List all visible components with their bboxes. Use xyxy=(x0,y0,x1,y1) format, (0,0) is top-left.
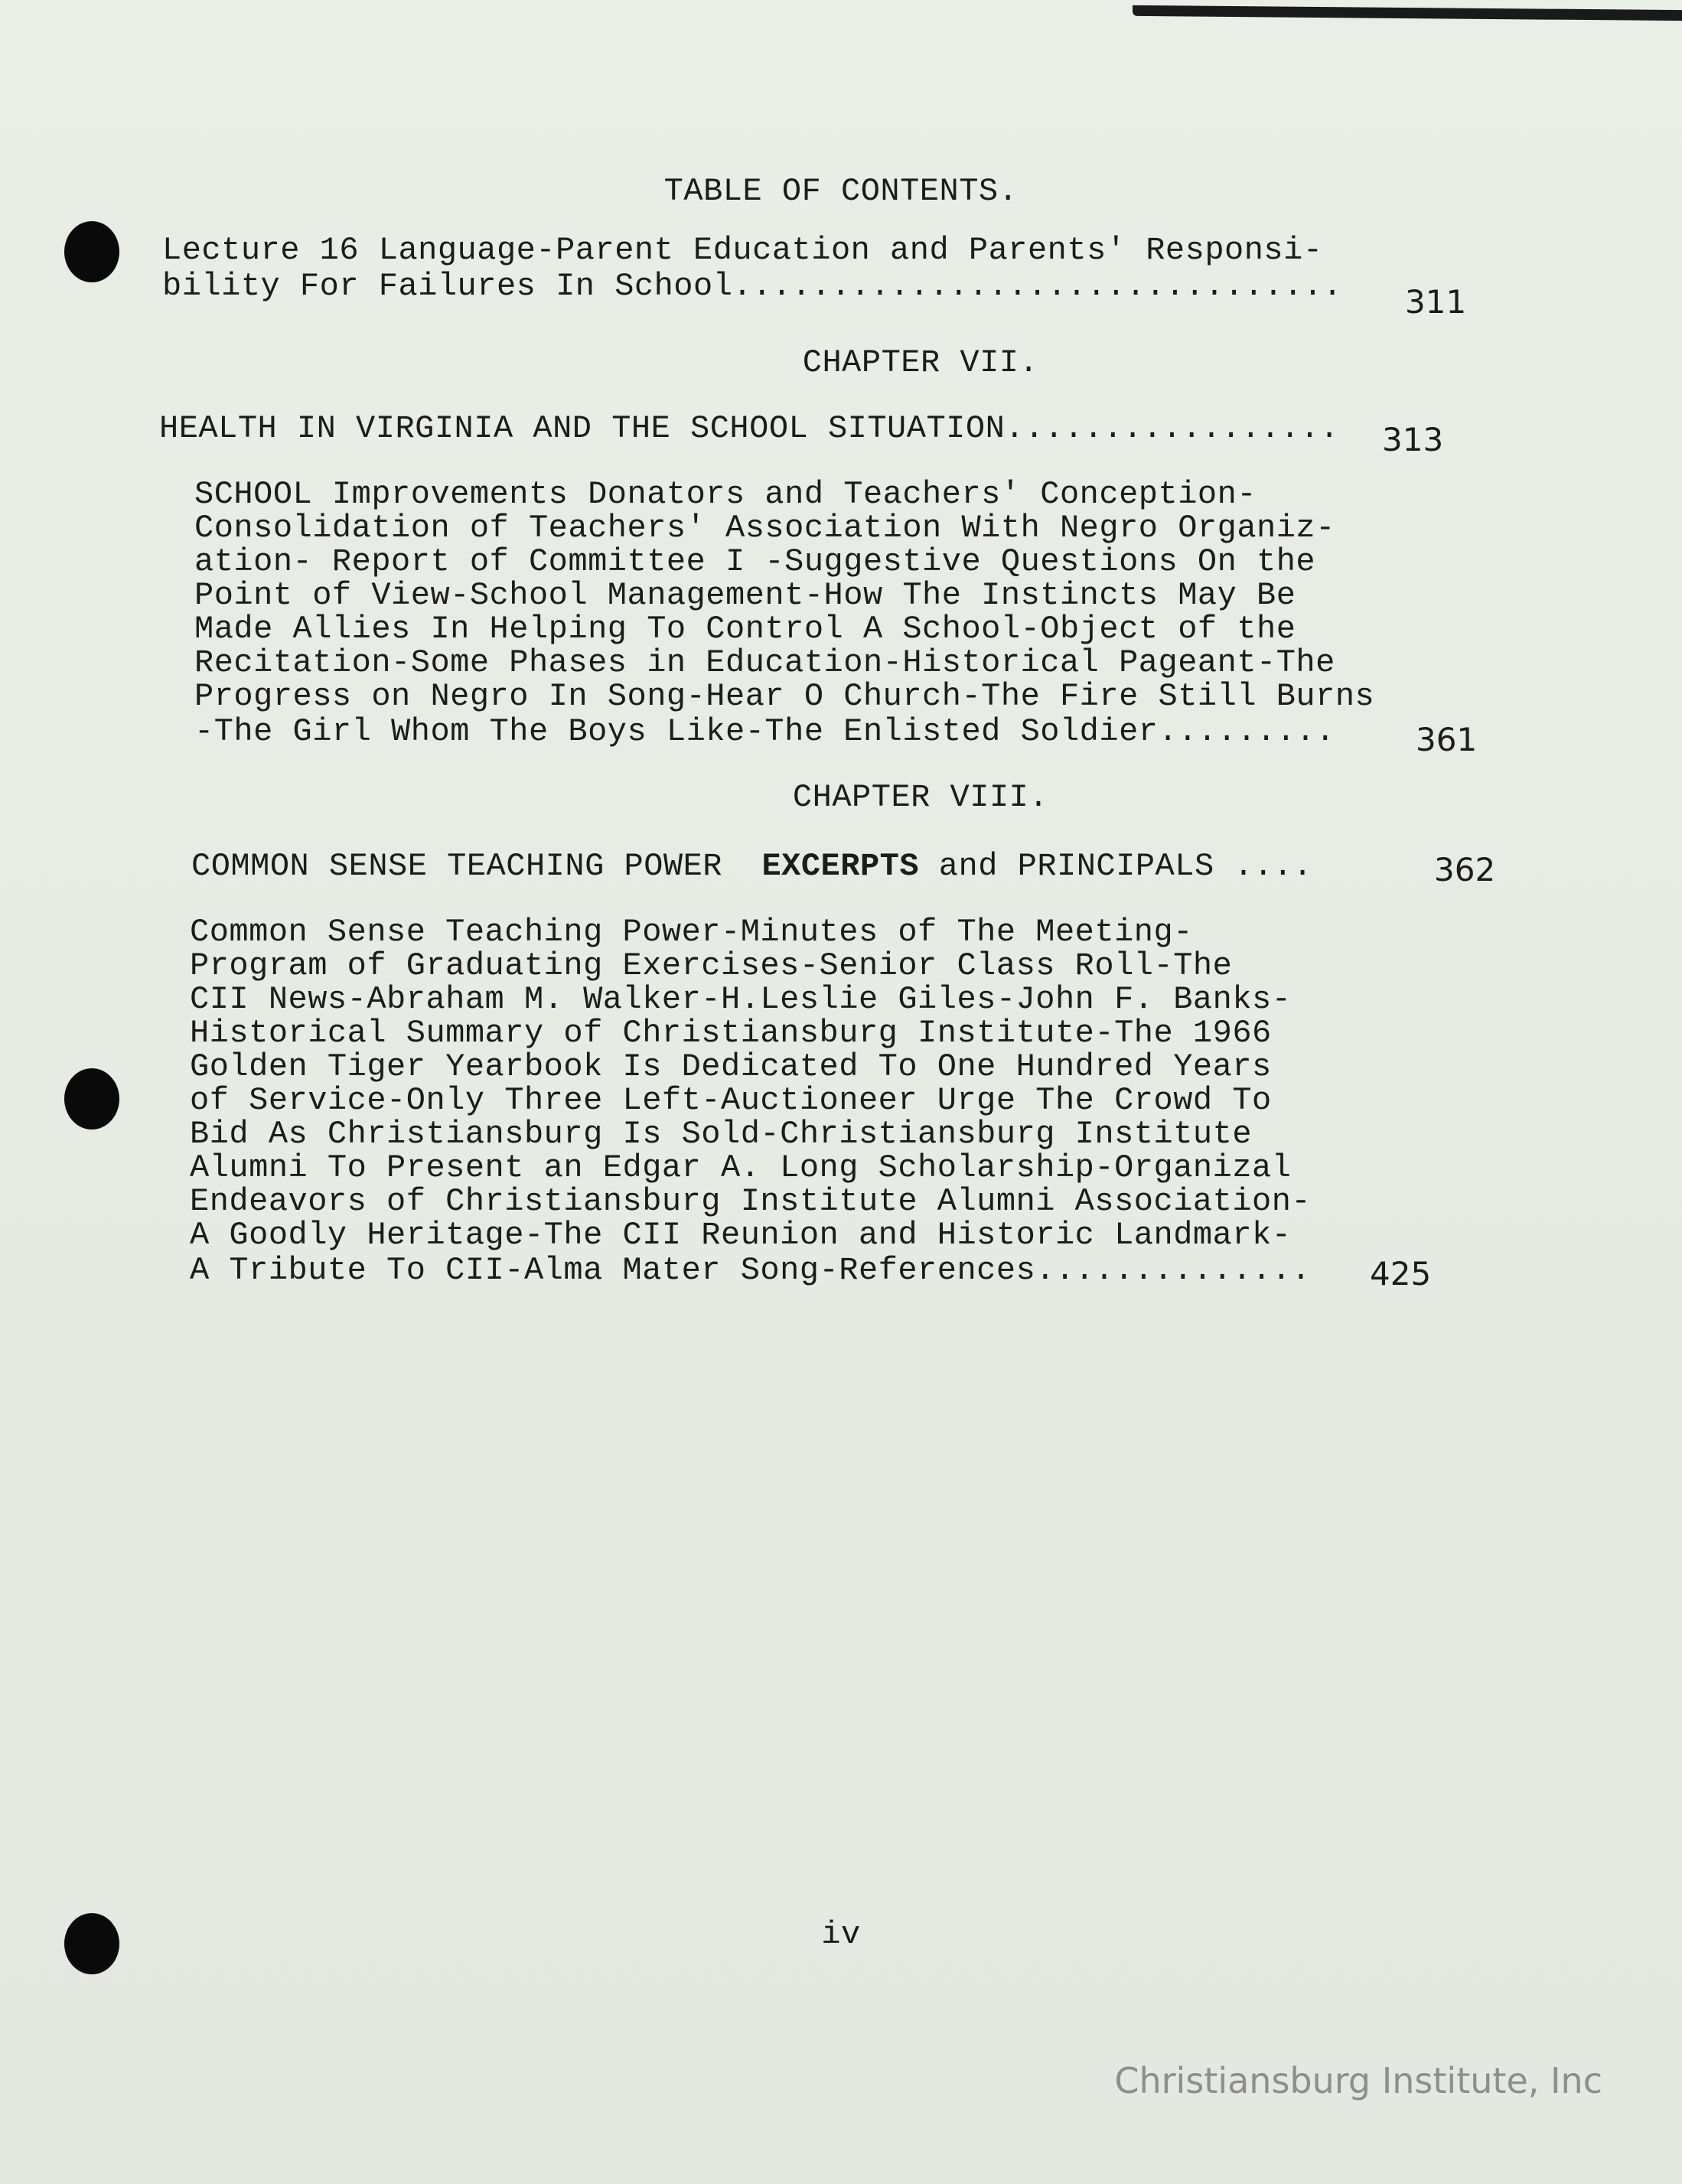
lecture16-line-1: Lecture 16 Language-Parent Education and Parents' Responsi- xyxy=(162,232,1323,269)
binder-hole-middle xyxy=(64,1068,119,1129)
watermark: Christiansburg Institute, Inc xyxy=(1114,2060,1602,2101)
chapter7-body-line-8: -The Girl Whom The Boys Like-The Enlisted Soldier......... xyxy=(194,713,1335,750)
lecture16-line-2: bility For Failures In School............................... xyxy=(162,268,1343,305)
chapter8-body-line-4: Historical Summary of Christiansburg Institute-The 1966 xyxy=(190,1015,1272,1051)
chapter8-heading-page-number: 362 xyxy=(1434,851,1496,888)
chapter7-body-line-2: Consolidation of Teachers' Association With Negro Organiz- xyxy=(194,510,1335,546)
chapter8-heading-part3: and PRINCIPALS .... xyxy=(938,848,1313,885)
chapter7-body-page-number: 361 xyxy=(1416,721,1478,758)
chapter8-body-line-5: Golden Tiger Yearbook Is Dedicated To One Hundred Years xyxy=(190,1048,1272,1085)
chapter7-heading: HEALTH IN VIRGINIA AND THE SCHOOL SITUATION................. xyxy=(159,410,1340,447)
chapter7-title xyxy=(0,346,1682,380)
chapter7-heading-page-number: 313 xyxy=(1382,421,1444,458)
lecture16-page-number: 311 xyxy=(1405,283,1467,321)
chapter8-body-line-9: Endeavors of Christiansburg Institute Alumni Association- xyxy=(190,1183,1312,1220)
chapter8-body-line-7: Bid As Christiansburg Is Sold-Christiansburg Institute xyxy=(190,1116,1253,1152)
chapter8-body-line-6: of Service-Only Three Left-Auctioneer Urge The Crowd To xyxy=(190,1082,1272,1119)
chapter8-body-line-1: Common Sense Teaching Power-Minutes of The Meeting- xyxy=(190,914,1193,950)
chapter7-body-line-6: Recitation-Some Phases in Education-Historical Pageant-The xyxy=(194,644,1335,681)
chapter7-body-line-1: SCHOOL Improvements Donators and Teachers' Conception- xyxy=(194,476,1257,513)
chapter8-title-text: CHAPTER VIII. xyxy=(792,779,1049,816)
chapter8-heading-part2: EXCERPTS xyxy=(761,848,920,885)
footer-page-number-text: iv xyxy=(821,1916,861,1953)
chapter7-body-line-3: ation- Report of Committee I -Suggestive Questions On the xyxy=(194,543,1316,580)
chapter8-body-page-number: 425 xyxy=(1370,1255,1432,1292)
chapter7-title-text: CHAPTER VII. xyxy=(802,344,1039,381)
chapter8-title xyxy=(0,781,1682,814)
chapter8-body-line-11: A Tribute To CII-Alma Mater Song-References.............. xyxy=(190,1252,1312,1289)
chapter7-body-line-5: Made Allies In Helping To Control A School-Object of the xyxy=(194,611,1296,647)
chapter7-body-line-7: Progress on Negro In Song-Hear O Church-The Fire Still Burns xyxy=(194,678,1375,715)
chapter8-body-line-3: CII News-Abraham M. Walker-H.Leslie Giles-John F. Banks- xyxy=(190,981,1292,1018)
binder-hole-top xyxy=(64,221,119,282)
chapter8-body-line-10: A Goodly Heritage-The CII Reunion and Historic Landmark- xyxy=(190,1217,1292,1253)
chapter8-heading-part1: COMMON SENSE TEACHING POWER xyxy=(191,848,723,885)
toc-heading: TABLE OF CONTENTS. xyxy=(663,173,1019,210)
chapter7-body-line-4: Point of View-School Management-How The Instincts May Be xyxy=(194,577,1296,614)
chapter8-body-line-2: Program of Graduating Exercises-Senior Class Roll-The xyxy=(190,947,1233,984)
chapter8-body-line-8: Alumni To Present an Edgar A. Long Scholarship-Organizal xyxy=(190,1149,1292,1186)
chapter8-heading xyxy=(191,849,1312,883)
footer-page-number xyxy=(0,1918,1682,1951)
page-top-edge-shadow xyxy=(1133,5,1682,21)
